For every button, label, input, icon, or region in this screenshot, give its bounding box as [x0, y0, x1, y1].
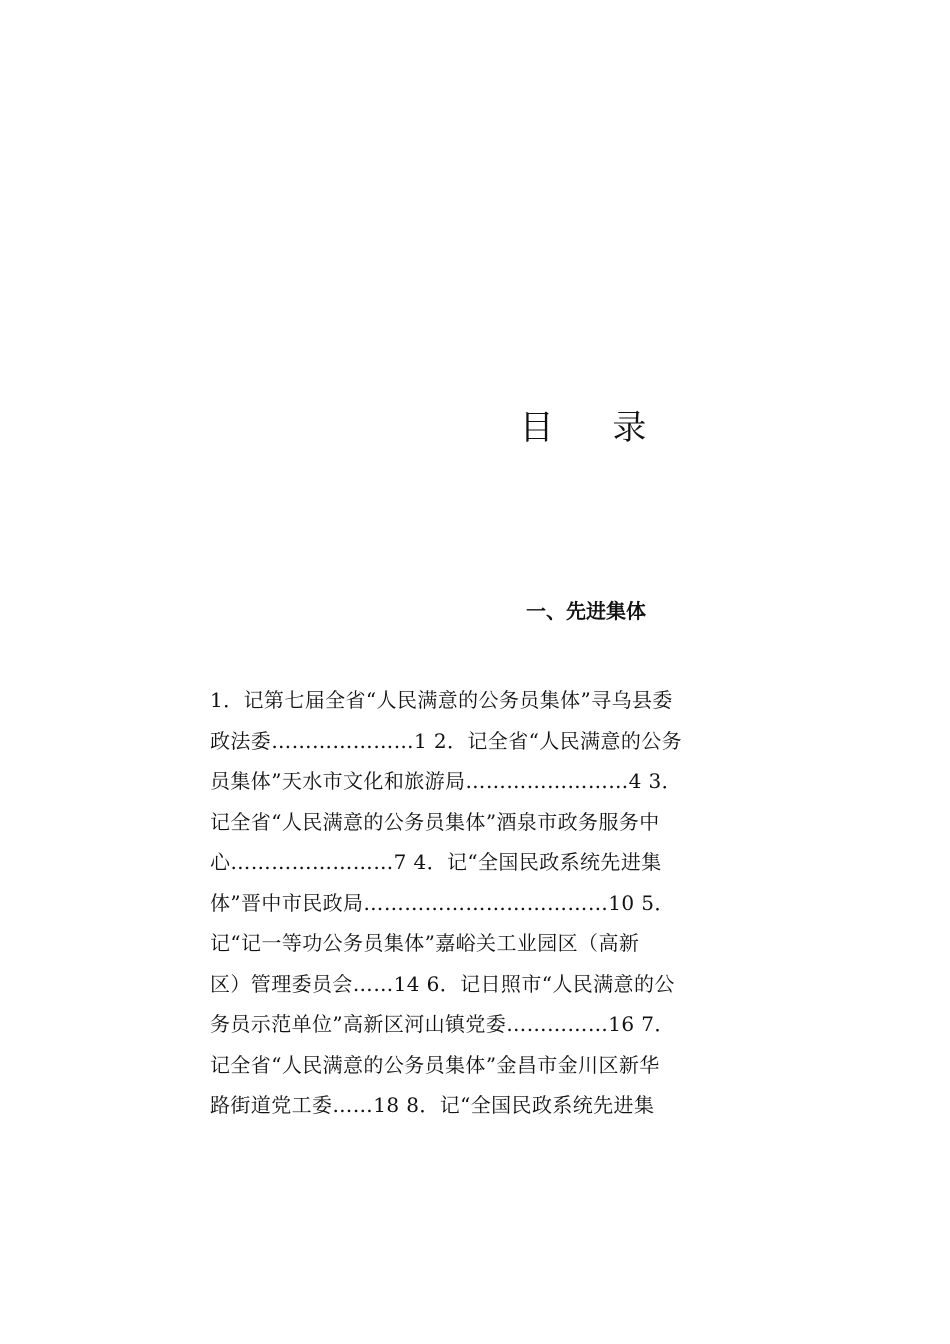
section-heading: 一、先进集体 [526, 599, 646, 623]
page-title: 目 录 [519, 408, 671, 448]
toc-line: 记全省“人民满意的公务员集体”金昌市金川区新华 [210, 1052, 660, 1077]
toc-line: 员集体”天水市文化和旅游局……………………4 3． [210, 769, 683, 793]
toc-line: 心……………………7 4．记“全国民政系统先进集 [210, 850, 662, 874]
toc-line: 政法委…………………1 2．记全省“人民满意的公务 [210, 728, 683, 753]
toc-line: 路街道党工委……18 8．记“全国民政系统先进集 [210, 1093, 655, 1117]
toc-line: 记“记一等功公务员集体”嘉峪关工业园区（高新 [210, 931, 640, 955]
toc-line: 区）管理委员会……14 6．记日照市“人民满意的公 [210, 971, 675, 996]
toc-line: 记全省“人民满意的公务员集体”酒泉市政务服务中 [210, 809, 660, 834]
toc-line: 1．记第七届全省“人民满意的公务员集体”寻乌县委 [210, 688, 673, 712]
toc-line: 务员示范单位”高新区河山镇党委……………16 7． [210, 1012, 675, 1036]
toc-body [210, 680, 745, 1126]
toc-line: 体”晋中市民政局………………………………10 5． [210, 890, 675, 915]
